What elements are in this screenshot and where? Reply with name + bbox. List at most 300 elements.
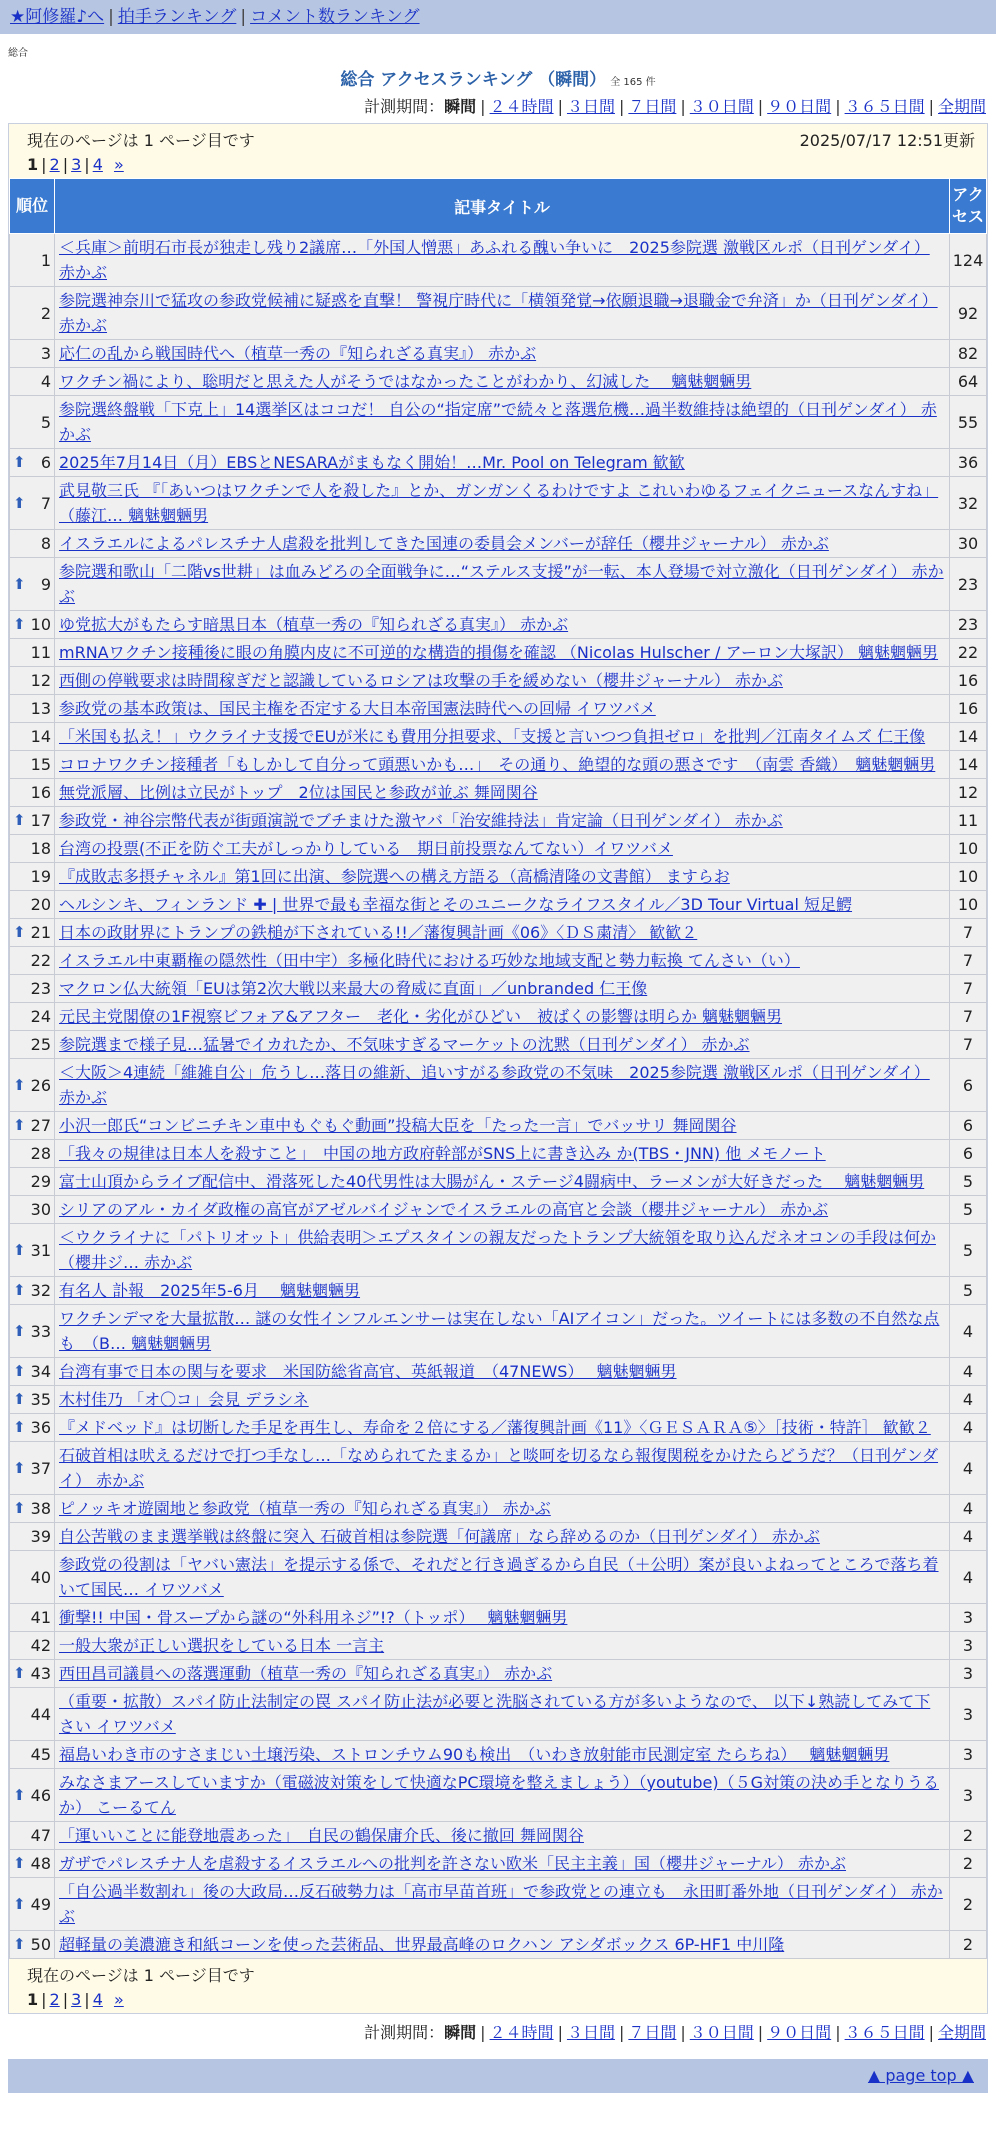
table-row xyxy=(10,1059,987,1112)
rank-cell xyxy=(10,1386,55,1414)
table-row xyxy=(10,891,987,919)
table-row xyxy=(10,368,987,396)
table-row xyxy=(10,723,987,751)
article-link[interactable]: mRNAワクチン接種後に眼の角膜内皮に不可逆的な構造的損傷を確認 （Nicolas Hulscher / アーロン大塚訳） 魑魅魍魎男 xyxy=(59,643,939,662)
table-row xyxy=(10,611,987,639)
rank-cell xyxy=(10,1632,55,1660)
table-row xyxy=(10,530,987,558)
rank-number: 46 xyxy=(30,1785,51,1805)
title-cell xyxy=(55,1196,950,1224)
page-info-top xyxy=(9,124,987,178)
article-link[interactable]: 参院選神奈川で猛攻の参政党候補に疑惑を直撃！ 警視庁時代に「横領発覚→依願退職→退職金で弁済」か（日刊ゲンダイ） 赤かぶ xyxy=(59,291,938,335)
rank-up-arrow-icon: ⬆ xyxy=(13,1116,26,1134)
rank-up-arrow-icon: ⬆ xyxy=(13,1281,26,1299)
table-row xyxy=(10,340,987,368)
article-link[interactable]: 参院選終盤戦「下克上」14選挙区はココだ！ 自公の“指定席”で続々と落選危機…過半数維持は絶望的（日刊ゲンダイ） 赤かぶ xyxy=(59,400,937,444)
rank-cell xyxy=(10,667,55,695)
article-link[interactable]: 参政党の役割は「ヤバい憲法」を提示する係で、それだと行き過ぎるから自民（＋公明）案が良いよねってところで落ち着いて国民… イワツバメ xyxy=(59,1555,939,1599)
rank-cell xyxy=(10,1931,55,1959)
title-cell xyxy=(55,1168,950,1196)
access-count: 6 xyxy=(950,1112,987,1140)
rank-number: 48 xyxy=(30,1854,51,1873)
rank-number: 8 xyxy=(40,534,51,553)
period-link[interactable]: ７日間 xyxy=(628,97,677,116)
rank-number: 24 xyxy=(30,1007,51,1026)
access-count: 6 xyxy=(950,1140,987,1168)
title-cell xyxy=(55,639,950,667)
rank-number: 36 xyxy=(30,1418,51,1437)
rank-cell xyxy=(10,1495,55,1523)
article-link[interactable]: ゆ党拡大がもたらす暗黒日本（植草一秀の『知られざる真実』） 赤かぶ xyxy=(59,615,569,634)
column-header-rank: 順位 xyxy=(10,179,55,234)
access-count: 7 xyxy=(950,1031,987,1059)
rank-number: 31 xyxy=(30,1240,51,1260)
rank-cell xyxy=(10,1741,55,1769)
pager-next[interactable]: » xyxy=(113,1990,124,2009)
access-count: 2 xyxy=(950,1822,987,1850)
article-link[interactable]: みなさまアースしていますか（電磁波対策をして快適なPC環境を整えましょう）（youtube)（５G対策の決め手となりうるか） こーるてん xyxy=(59,1773,939,1817)
ranking-table xyxy=(9,178,987,1959)
rank-number: 11 xyxy=(30,643,51,662)
article-link[interactable]: 台湾の投票(不正を防ぐ工夫がしっかりしている 期日前投票なんてない）イワツバメ xyxy=(59,839,673,858)
access-count: 14 xyxy=(950,723,987,751)
table-row xyxy=(10,1305,987,1358)
updated-time: 2025/07/17 12:51更新 xyxy=(799,131,975,150)
title-cell xyxy=(55,1358,950,1386)
nav-link-applause-ranking[interactable]: 拍手ランキング xyxy=(117,7,237,27)
title-cell xyxy=(55,863,950,891)
article-link[interactable]: 「米国も払え！」ウクライナ支援でEUが米にも費用分担要求、「支援と言いつつ負担ゼロ」を批判／江南タイムズ 仁王像 xyxy=(59,727,926,746)
access-count: 10 xyxy=(950,891,987,919)
access-count: 10 xyxy=(950,835,987,863)
table-row xyxy=(10,396,987,449)
rank-number: 38 xyxy=(30,1499,51,1518)
table-row xyxy=(10,1878,987,1931)
title-cell xyxy=(55,1741,950,1769)
rank-cell xyxy=(10,1878,55,1931)
rank-up-arrow-icon: ⬆ xyxy=(13,1664,26,1682)
title-cell xyxy=(55,695,950,723)
title-cell xyxy=(55,835,950,863)
period-current: 瞬間 xyxy=(444,97,477,116)
rank-number: 5 xyxy=(40,412,51,432)
access-count: 7 xyxy=(950,947,987,975)
period-label: 計測期間： xyxy=(364,2023,445,2042)
period-link[interactable]: ２４時間 xyxy=(489,2023,554,2042)
article-link[interactable]: 超軽量の美濃漉き和紙コーンを使った芸術品、世界最高峰のロクハン アシダボックス 6P-HF1 中川隆 xyxy=(59,1935,785,1954)
category-label: 総合 xyxy=(8,48,28,59)
ranking-container xyxy=(8,123,988,2014)
article-link[interactable]: 日本の政財界にトランプの鉄槌が下されている!!／藩復興計画《06》〈ＤＳ粛清〉 歓歓２ xyxy=(59,923,698,942)
article-link[interactable]: イスラエルによるパレスチナ人虐殺を批判してきた国連の委員会メンバーが辞任（櫻井ジャーナル） 赤かぶ xyxy=(59,534,829,553)
access-count: 4 xyxy=(950,1551,987,1604)
rank-cell xyxy=(10,287,55,340)
rank-number: 17 xyxy=(30,811,51,830)
table-row xyxy=(10,1442,987,1495)
rank-number: 30 xyxy=(30,1200,51,1219)
rank-up-arrow-icon: ⬆ xyxy=(13,1321,26,1340)
table-row xyxy=(10,1850,987,1878)
table-row xyxy=(10,1688,987,1741)
title-cell xyxy=(55,287,950,340)
article-link[interactable]: 「自公過半数割れ」後の大政局…反石破勢力は「高市早苗首班」で参政党との連立も 永田町番外地（日刊ゲンダイ） 赤かぶ xyxy=(59,1882,943,1926)
rank-cell xyxy=(10,751,55,779)
access-count: 55 xyxy=(950,396,987,449)
table-row xyxy=(10,1931,987,1959)
rank-cell xyxy=(10,1414,55,1442)
rank-cell xyxy=(10,1442,55,1495)
article-link[interactable]: ピノッキオ遊園地と参政党（植草一秀の『知られざる真実』） 赤かぶ xyxy=(59,1499,551,1518)
access-count: 10 xyxy=(950,863,987,891)
title-cell xyxy=(55,779,950,807)
access-count: 4 xyxy=(950,1523,987,1551)
access-count: 3 xyxy=(950,1660,987,1688)
rank-up-arrow-icon: ⬆ xyxy=(13,1499,26,1517)
rank-number: 39 xyxy=(30,1527,51,1546)
rank-number: 35 xyxy=(30,1390,51,1409)
table-row xyxy=(10,1112,987,1140)
rank-up-arrow-icon: ⬆ xyxy=(13,574,26,593)
access-count: 124 xyxy=(950,234,987,287)
title-cell xyxy=(55,1059,950,1112)
article-link[interactable]: ワクチン禍により、聡明だと思えた人がそうではなかったことがわかり、幻滅した 魑魅魍魎男 xyxy=(59,372,752,391)
rank-cell xyxy=(10,1769,55,1822)
title-cell xyxy=(55,558,950,611)
table-row xyxy=(10,919,987,947)
access-count: 5 xyxy=(950,1277,987,1305)
table-row xyxy=(10,667,987,695)
title-cell xyxy=(55,1386,950,1414)
rank-number: 2 xyxy=(40,303,51,323)
table-row xyxy=(10,807,987,835)
access-count: 12 xyxy=(950,779,987,807)
table-row xyxy=(10,1632,987,1660)
title-cell xyxy=(55,1604,950,1632)
period-link[interactable]: ７日間 xyxy=(628,2023,677,2042)
title-cell xyxy=(55,1495,950,1523)
title-cell xyxy=(55,396,950,449)
title-cell xyxy=(55,1769,950,1822)
title-cell xyxy=(55,1523,950,1551)
rank-cell xyxy=(10,1168,55,1196)
article-link[interactable]: 参政党・神谷宗幣代表が街頭演説でブチまけた激ヤバ「治安維持法」肯定論（日刊ゲンダイ） 赤かぶ xyxy=(59,811,783,830)
rank-number: 7 xyxy=(40,493,51,513)
access-count: 23 xyxy=(950,558,987,611)
access-count: 36 xyxy=(950,449,987,477)
rank-number: 26 xyxy=(30,1075,51,1095)
pager-link[interactable]: 2 xyxy=(49,155,60,174)
rank-up-arrow-icon: ⬆ xyxy=(13,453,26,471)
title-cell xyxy=(55,1660,950,1688)
rank-number: 37 xyxy=(30,1458,51,1478)
access-count: 5 xyxy=(950,1168,987,1196)
article-link[interactable]: 石破首相は吠えるだけで打つ手なし…「なめられてたまるか」と啖呵を切るなら報復関税をかけたらどうだ？（日刊ゲンダイ） 赤かぶ xyxy=(59,1446,939,1490)
rank-cell xyxy=(10,1003,55,1031)
table-row xyxy=(10,1140,987,1168)
rank-cell xyxy=(10,449,55,477)
table-row xyxy=(10,1604,987,1632)
rank-cell xyxy=(10,1523,55,1551)
title-cell xyxy=(55,1632,950,1660)
access-count: 4 xyxy=(950,1495,987,1523)
table-row xyxy=(10,1003,987,1031)
period-link[interactable]: 全期間 xyxy=(937,97,986,116)
article-link[interactable]: （重要・拡散）スパイ防止法制定の罠 スパイ防止法が必要と洗脳されている方が多いようなので、 以下↓熟読してみて下さい イワツバメ xyxy=(59,1692,931,1736)
rank-cell xyxy=(10,234,55,287)
period-link[interactable]: ３日間 xyxy=(566,2023,615,2042)
access-count: 4 xyxy=(950,1386,987,1414)
rank-up-arrow-icon: ⬆ xyxy=(13,1362,26,1380)
article-link[interactable]: 『成敗志多摂チャネル』第1回に出演、参院選への構え方語る（高橋清隆の文書館） ますらお xyxy=(59,867,730,886)
table-row xyxy=(10,1277,987,1305)
access-count: 4 xyxy=(950,1442,987,1495)
rank-number: 21 xyxy=(30,923,51,942)
period-link[interactable]: ３６５日間 xyxy=(844,2023,925,2042)
title-cell xyxy=(55,1442,950,1495)
access-count: 7 xyxy=(950,1003,987,1031)
table-header-row xyxy=(10,179,987,234)
title-cell xyxy=(55,449,950,477)
table-row xyxy=(10,1741,987,1769)
rank-cell xyxy=(10,1224,55,1277)
rank-cell xyxy=(10,975,55,1003)
pager-link[interactable]: 4 xyxy=(92,1990,103,2009)
rank-number: 15 xyxy=(30,755,51,774)
article-link[interactable]: 2025年7月14日（月）EBSとNESARAがまもなく開始！…Mr. Pool on Telegram 歓歓 xyxy=(59,453,685,472)
nav-link-home[interactable]: ★阿修羅♪へ xyxy=(10,7,105,27)
rank-cell xyxy=(10,891,55,919)
rank-number: 50 xyxy=(30,1935,51,1954)
table-row xyxy=(10,1495,987,1523)
rank-cell xyxy=(10,807,55,835)
access-count: 7 xyxy=(950,919,987,947)
title-cell xyxy=(55,340,950,368)
rank-cell xyxy=(10,1112,55,1140)
article-link[interactable]: 応仁の乱から戦国時代へ（植草一秀の『知られざる真実』） 赤かぶ xyxy=(59,344,537,363)
table-row xyxy=(10,1386,987,1414)
title-cell xyxy=(55,807,950,835)
access-count: 22 xyxy=(950,639,987,667)
rank-cell xyxy=(10,1850,55,1878)
article-link[interactable]: 『メドベッド』は切断した手足を再生し、寿命を２倍にする／藩復興計画《11》〈ＧＥＳＡＲＡ⑤〉［技術・特許］ 歓歓２ xyxy=(59,1418,931,1437)
title-cell xyxy=(55,1224,950,1277)
article-link[interactable]: 台湾有事で日本の関与を要求 米国防総省高官、英紙報道 （47NEWS） 魑魅魍魎男 xyxy=(59,1362,677,1381)
rank-up-arrow-icon: ⬆ xyxy=(13,493,26,512)
article-link[interactable]: 有名人 訃報 2025年5-6月 魑魅魍魎男 xyxy=(59,1281,361,1300)
table-row xyxy=(10,975,987,1003)
table-row xyxy=(10,477,987,530)
access-count: 5 xyxy=(950,1224,987,1277)
rank-cell xyxy=(10,1305,55,1358)
rank-cell xyxy=(10,1660,55,1688)
article-link[interactable]: 武見敬三氏 『「あいつはワクチンで人を殺した』とか、ガンガンくるわけですよ これいわゆるフェイクニュースなんすね」（藤江… 魑魅魍魎男 xyxy=(59,481,939,525)
period-link[interactable]: ２４時間 xyxy=(489,97,554,116)
title-cell xyxy=(55,1931,950,1959)
period-link[interactable]: ３日間 xyxy=(566,97,615,116)
period-current: 瞬間 xyxy=(444,2023,477,2042)
rank-cell xyxy=(10,919,55,947)
access-count: 2 xyxy=(950,1878,987,1931)
article-link[interactable]: イスラエル中東覇権の隠然性（田中宇）多極化時代における巧妙な地域支配と勢力転換 てんさい（い） xyxy=(59,951,800,970)
article-link[interactable]: 福島いわき市のすさまじい土壌汚染、ストロンチウム90も検出 （いわき放射能市民測定室 たらちね） 魑魅魍魎男 xyxy=(59,1745,890,1764)
access-count: 3 xyxy=(950,1632,987,1660)
rank-number: 32 xyxy=(30,1281,51,1300)
article-link[interactable]: 西田昌司議員への落選運動（植草一秀の『知られざる真実』） 赤かぶ xyxy=(59,1664,553,1683)
rank-number: 9 xyxy=(40,574,51,594)
rank-cell xyxy=(10,558,55,611)
access-count: 3 xyxy=(950,1604,987,1632)
rank-number: 16 xyxy=(30,783,51,802)
table-row xyxy=(10,639,987,667)
rank-up-arrow-icon: ⬆ xyxy=(13,1458,26,1477)
table-row xyxy=(10,558,987,611)
pager-link[interactable]: 4 xyxy=(92,155,103,174)
rank-cell xyxy=(10,368,55,396)
article-link[interactable]: 「運いいことに能登地震あった」 自民の鶴保庸介氏、後に撤回 舞岡関谷 xyxy=(59,1826,584,1845)
article-link[interactable]: 参院選まで様子見…猛暑でイカれたか、不気味すぎるマーケットの沈黙（日刊ゲンダイ） 赤かぶ xyxy=(59,1035,750,1054)
top-nav-bar xyxy=(0,0,996,34)
article-link[interactable]: 元民主党閣僚の1F視察ビフォア&アフター 老化・劣化がひどい 被ばくの影響は明らか 魑魅魍魎男 xyxy=(59,1007,783,1026)
rank-number: 14 xyxy=(30,727,51,746)
rank-cell xyxy=(10,1604,55,1632)
rank-up-arrow-icon: ⬆ xyxy=(13,1785,26,1804)
article-link[interactable]: 富士山頂からライブ配信中、滑落死した40代男性は大腸がん・ステージ4闘病中、ラーメンが大好きだった 魑魅魍魎男 xyxy=(59,1172,925,1191)
title-cell xyxy=(55,530,950,558)
rank-number: 28 xyxy=(30,1144,51,1163)
article-link[interactable]: シリアのアル・カイダ政権の高官がアゼルバイジャンでイスラエルの高官と会談（櫻井ジャーナル） 赤かぶ xyxy=(59,1200,829,1219)
rank-number: 43 xyxy=(30,1664,51,1683)
title-cell xyxy=(55,1551,950,1604)
ranking-table-body xyxy=(10,234,987,1959)
period-link[interactable]: ３６５日間 xyxy=(844,97,925,116)
pager-top: 1 | 2 | 3 | 4 » xyxy=(27,155,124,174)
title-cell xyxy=(55,1850,950,1878)
rank-number: 12 xyxy=(30,671,51,690)
nav-separator: | xyxy=(108,7,114,27)
access-count: 4 xyxy=(950,1414,987,1442)
rank-up-arrow-icon: ⬆ xyxy=(13,1894,26,1913)
article-link[interactable]: コロナワクチン接種者「もしかして自分って頭悪いかも…」 その通り、絶望的な頭の悪さです （南雲 香織） 魑魅魍魎男 xyxy=(59,755,936,774)
title-cell xyxy=(55,1112,950,1140)
rank-number: 19 xyxy=(30,867,51,886)
title-cell xyxy=(55,723,950,751)
access-count: 2 xyxy=(950,1931,987,1959)
rank-cell xyxy=(10,1196,55,1224)
access-count: 3 xyxy=(950,1688,987,1741)
article-link[interactable]: ＜大阪＞4連続「維雑自公」危うし…落日の維新、追いすがる参政党の不気味 2025参院選 激戦区ルポ（日刊ゲンダイ） 赤かぶ xyxy=(59,1063,930,1107)
rank-cell xyxy=(10,1277,55,1305)
pager-link[interactable]: 2 xyxy=(49,1990,60,2009)
article-link[interactable]: マクロン仏大統領「EUは第2次大戦以来最大の脅威に直面」／unbranded 仁王像 xyxy=(59,979,648,998)
pager-link[interactable]: 3 xyxy=(71,1990,82,2009)
title-cell xyxy=(55,947,950,975)
title-cell xyxy=(55,1277,950,1305)
rank-number: 1 xyxy=(40,250,51,270)
rank-number: 29 xyxy=(30,1172,51,1191)
article-link[interactable]: ヘルシンキ、フィンランド ✚ | 世界で最も幸福な街とそのユニークなライフスタイル／3D Tour Virtual 短足鰐 xyxy=(59,895,853,914)
rank-cell xyxy=(10,639,55,667)
access-count: 30 xyxy=(950,530,987,558)
period-link[interactable]: ３０日間 xyxy=(689,97,754,116)
article-link[interactable]: ガザでパレスチナ人を虐殺するイスラエルへの批判を許さない欧米「民主主義」国（櫻井ジャーナル） 赤かぶ xyxy=(59,1854,847,1873)
rank-number: 33 xyxy=(30,1321,51,1341)
period-link[interactable]: 全期間 xyxy=(937,2023,986,2042)
access-count: 23 xyxy=(950,611,987,639)
rank-up-arrow-icon: ⬆ xyxy=(13,1935,26,1953)
article-link[interactable]: ワクチンデマを大量拡散… 謎の女性インフルエンサーは実在しない「AIアイコン」だった。ツイートには多数の不自然な点も （B… 魑魅魍魎男 xyxy=(59,1309,940,1353)
table-row xyxy=(10,1168,987,1196)
rank-cell xyxy=(10,695,55,723)
article-link[interactable]: 一般大衆が正しい選択をしている日本 一言主 xyxy=(59,1636,385,1655)
nav-link-comment-ranking[interactable]: コメント数ランキング xyxy=(250,7,420,27)
access-count: 6 xyxy=(950,1059,987,1112)
article-link[interactable]: 自公苦戦のまま選挙戦は終盤に突入 石破首相は参院選「何議席」なら辞めるのか（日刊ゲンダイ） 赤かぶ xyxy=(59,1527,820,1546)
article-link[interactable]: 参院選和歌山「二階vs世耕」は血みどろの全面戦争に…“ステルス支援”が一転、本人登場で対立激化（日刊ゲンダイ） 赤かぶ xyxy=(59,562,944,606)
access-count: 4 xyxy=(950,1358,987,1386)
rank-number: 49 xyxy=(30,1894,51,1914)
title-cell xyxy=(55,975,950,1003)
rank-number: 13 xyxy=(30,699,51,718)
rank-cell xyxy=(10,779,55,807)
title-cell xyxy=(55,234,950,287)
rank-up-arrow-icon: ⬆ xyxy=(13,1075,26,1094)
rank-number: 4 xyxy=(40,372,51,391)
period-link[interactable]: ９０日間 xyxy=(767,97,832,116)
title-cell xyxy=(55,891,950,919)
pager-link[interactable]: 3 xyxy=(71,155,82,174)
article-link[interactable]: 西側の停戦要求は時間稼ぎだと認識しているロシアは攻撃の手を緩めない（櫻井ジャーナル） 赤かぶ xyxy=(59,671,783,690)
rank-cell xyxy=(10,1822,55,1850)
article-link[interactable]: 小沢一郎氏“コンビニチキン車中もぐもぐ動画”投稿大臣を「たった一言」でバッサリ 舞岡関谷 xyxy=(59,1116,737,1135)
article-link[interactable]: 「我々の規律は日本人を殺すこと」 中国の地方政府幹部がSNS上に書き込み か(TBS・JNN) 他 メモノート xyxy=(59,1144,826,1163)
rank-up-arrow-icon: ⬆ xyxy=(13,1854,26,1872)
table-row xyxy=(10,449,987,477)
access-count: 82 xyxy=(950,340,987,368)
table-row xyxy=(10,1769,987,1822)
nav-separator: | xyxy=(240,7,247,27)
rank-number: 3 xyxy=(40,344,51,363)
article-link[interactable]: 参政党の基本政策は、国民主権を否定する大日本帝国憲法時代への回帰 イワツバメ xyxy=(59,699,656,718)
pager-next[interactable]: » xyxy=(113,155,124,174)
article-link[interactable]: ＜兵庫＞前明石市長が独走し残り2議席…「外国人憎悪」あふれる醜い争いに 2025参院選 激戦区ルポ（日刊ゲンダイ） 赤かぶ xyxy=(59,238,930,282)
pager-current: 1 xyxy=(27,1990,39,2009)
access-count: 4 xyxy=(950,1305,987,1358)
rank-cell xyxy=(10,863,55,891)
period-link[interactable]: ９０日間 xyxy=(767,2023,832,2042)
column-header-title: 記事タイトル xyxy=(55,179,950,234)
period-link[interactable]: ３０日間 xyxy=(689,2023,754,2042)
rank-number: 40 xyxy=(30,1567,51,1587)
rank-cell xyxy=(10,947,55,975)
table-row xyxy=(10,1224,987,1277)
article-link[interactable]: 無党派層、比例は立民がトップ 2位は国民と参政が並ぶ 舞岡関谷 xyxy=(59,783,538,802)
pager-bottom: 1 | 2 | 3 | 4 » xyxy=(27,1990,124,2009)
rank-cell xyxy=(10,340,55,368)
title-cell xyxy=(55,1031,950,1059)
article-link[interactable]: ＜ウクライナに「パトリオット」供給表明＞エプスタインの親友だったトランプ大統領を取り込んだネオコンの手段は何か（櫻井ジ… 赤かぶ xyxy=(59,1228,936,1272)
article-link[interactable]: 衝撃!! 中国・骨スープから謎の“外科用ネジ”!?（トッポ） 魑魅魍魎男 xyxy=(59,1608,568,1627)
rank-cell xyxy=(10,835,55,863)
access-count: 7 xyxy=(950,975,987,1003)
page-top-link[interactable]: ▲ page top ▲ xyxy=(867,2066,974,2085)
rank-cell xyxy=(10,1688,55,1741)
period-selector-top: 計測期間：瞬間 | ２４時間 | ３日間 | ７日間 | ３０日間 | ９０日間 | ３６５日間 | 全期間 xyxy=(364,97,986,116)
current-page-text: 現在のページは 1 ページ目です xyxy=(27,1966,255,1985)
rank-cell xyxy=(10,1031,55,1059)
article-link[interactable]: 木村佳乃 「オ〇コ」会見 デラシネ xyxy=(59,1390,309,1409)
title-cell xyxy=(55,667,950,695)
total-count: 全 165 件 xyxy=(610,77,656,88)
